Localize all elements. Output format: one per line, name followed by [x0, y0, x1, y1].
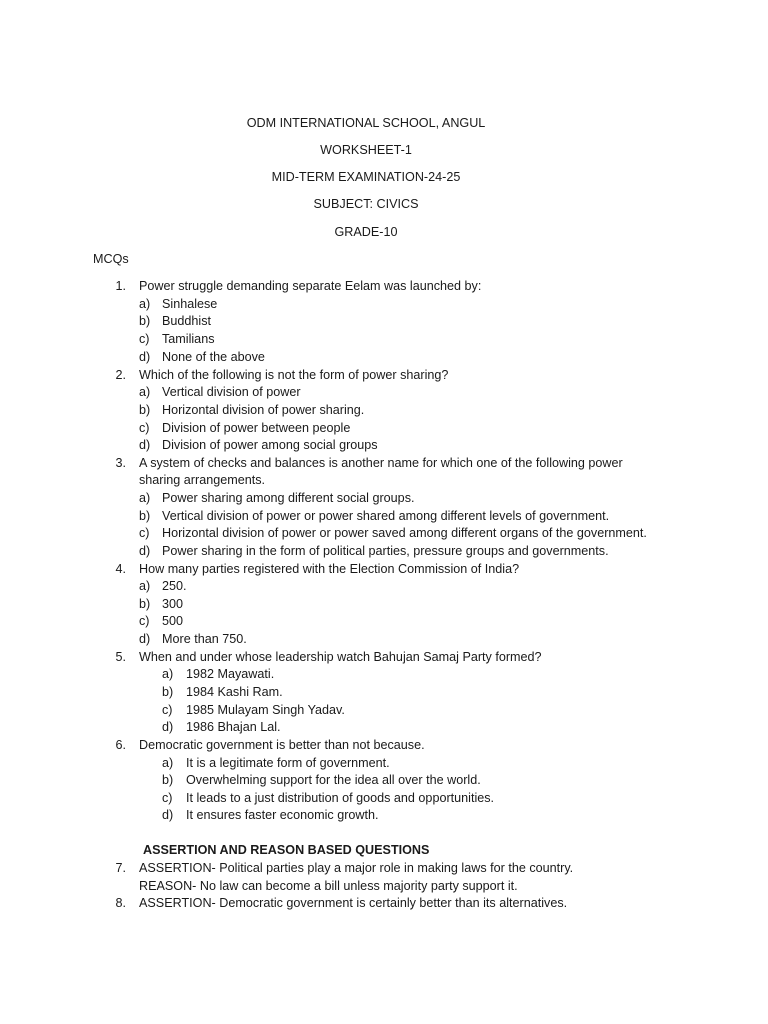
- option-text: It is a legitimate form of government.: [186, 756, 390, 770]
- question-text: Democratic government is better than not because.: [139, 738, 425, 752]
- question-number: 3.: [115, 456, 126, 470]
- worksheet-title: WORKSHEET-1: [320, 143, 412, 157]
- option-text: Horizontal division of power or power saved among different organs of the government.: [162, 526, 647, 540]
- reason-text: REASON- No law can become a bill unless majority party support it.: [139, 879, 518, 893]
- assertion-text: ASSERTION- Democratic government is certainly better than its alternatives.: [139, 896, 568, 910]
- option-label: d): [139, 544, 151, 558]
- school-name: ODM INTERNATIONAL SCHOOL, ANGUL: [246, 116, 486, 130]
- question-number: 2.: [115, 368, 126, 382]
- option-text: Vertical division of power or power shared among different levels of government.: [162, 509, 610, 523]
- option-text: 1985 Mulayam Singh Yadav.: [186, 703, 345, 717]
- option-text: 300: [162, 597, 184, 611]
- option-label: d): [139, 438, 151, 452]
- assertion-reason-heading: ASSERTION AND REASON BASED QUESTIONS: [143, 843, 430, 857]
- question-text: Which of the following is not the form of power sharing?: [139, 368, 449, 382]
- option-text: Power sharing among different social groups.: [162, 491, 415, 505]
- option-text: Overwhelming support for the idea all over the world.: [186, 773, 481, 787]
- exam-title: MID-TERM EXAMINATION-24-25: [271, 170, 461, 184]
- option-label: b): [139, 403, 151, 417]
- mcq-heading: MCQs: [93, 252, 129, 266]
- option-label: c): [162, 791, 173, 805]
- question-text: A system of checks and balances is another name for which one of the following power: [139, 456, 623, 470]
- assertion-text: ASSERTION- Political parties play a major role in making laws for the country.: [139, 861, 574, 875]
- option-text: More than 750.: [162, 632, 247, 646]
- option-label: c): [162, 703, 173, 717]
- question-number: 8.: [115, 896, 126, 910]
- option-label: a): [162, 667, 174, 681]
- option-label: a): [162, 756, 174, 770]
- question-number: 6.: [115, 738, 126, 752]
- option-label: b): [162, 685, 174, 699]
- option-label: b): [139, 597, 151, 611]
- question-text-continued: sharing arrangements.: [139, 473, 266, 487]
- option-text: It leads to a just distribution of goods and opportunities.: [186, 791, 495, 805]
- question-number: 7.: [115, 861, 126, 875]
- option-text: None of the above: [162, 350, 265, 364]
- option-text: Division of power among social groups: [162, 438, 378, 452]
- option-label: d): [162, 808, 174, 822]
- grade-title: GRADE-10: [334, 225, 398, 239]
- subject-title: SUBJECT: CIVICS: [313, 197, 419, 211]
- option-text: Sinhalese: [162, 297, 218, 311]
- question-text: When and under whose leadership watch Bahujan Samaj Party formed?: [139, 650, 542, 664]
- option-label: d): [139, 350, 151, 364]
- option-text: 500: [162, 614, 184, 628]
- option-text: Division of power between people: [162, 421, 351, 435]
- option-text: 1986 Bhajan Lal.: [186, 720, 281, 734]
- option-label: c): [139, 332, 150, 346]
- option-text: 250.: [162, 579, 187, 593]
- question-number: 1.: [115, 279, 126, 293]
- option-label: a): [139, 579, 151, 593]
- option-label: b): [139, 509, 151, 523]
- option-text: 1984 Kashi Ram.: [186, 685, 283, 699]
- option-label: a): [139, 385, 151, 399]
- option-text: It ensures faster economic growth.: [186, 808, 379, 822]
- option-text: Vertical division of power: [162, 385, 301, 399]
- option-label: a): [139, 491, 151, 505]
- question-number: 5.: [115, 650, 126, 664]
- option-text: 1982 Mayawati.: [186, 667, 275, 681]
- option-label: d): [139, 632, 151, 646]
- option-text: Power sharing in the form of political parties, pressure groups and governments.: [162, 544, 609, 558]
- option-label: c): [139, 421, 150, 435]
- question-text: Power struggle demanding separate Eelam was launched by:: [139, 279, 482, 293]
- option-text: Horizontal division of power sharing.: [162, 403, 365, 417]
- question-text: How many parties registered with the Election Commission of India?: [139, 562, 520, 576]
- question-number: 4.: [115, 562, 126, 576]
- option-label: d): [162, 720, 174, 734]
- option-label: c): [139, 526, 150, 540]
- option-label: b): [139, 314, 151, 328]
- option-text: Buddhist: [162, 314, 212, 328]
- option-label: b): [162, 773, 174, 787]
- option-label: c): [139, 614, 150, 628]
- option-label: a): [139, 297, 151, 311]
- option-text: Tamilians: [162, 332, 215, 346]
